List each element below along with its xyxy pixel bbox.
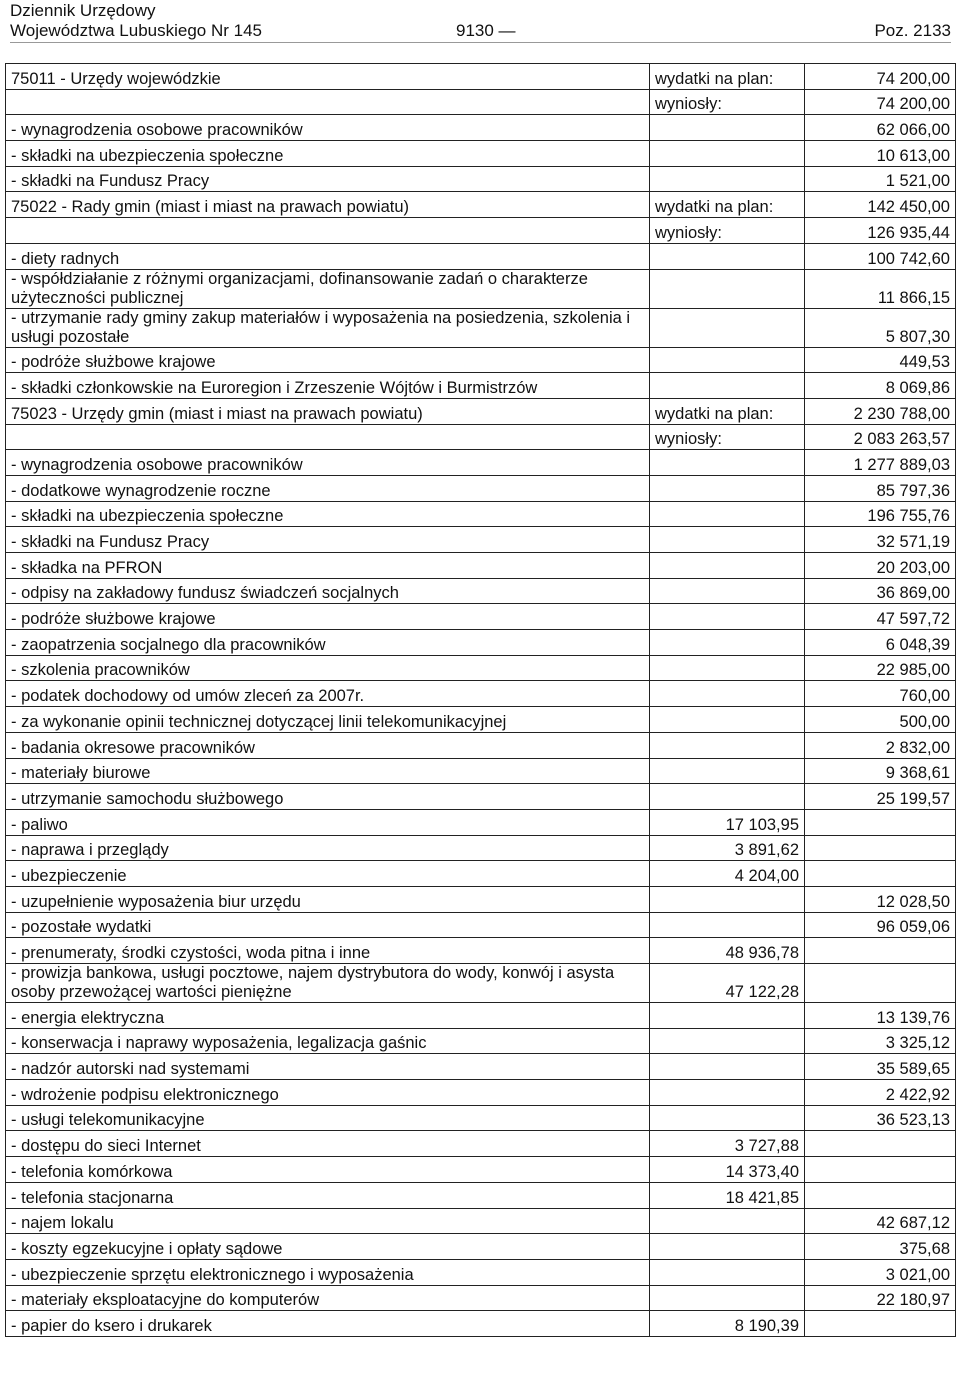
table-row: [6, 1080, 956, 1106]
expense-description: - składki na ubezpieczenia społeczne: [6, 501, 650, 527]
expense-amount: 3 325,12: [805, 1028, 956, 1054]
plan-amount: 126 935,44: [805, 218, 956, 244]
sub-amount: 18 421,85: [650, 1182, 805, 1208]
expense-amount: 449,53: [805, 347, 956, 373]
expense-description: - paliwo: [6, 809, 650, 835]
sub-amount: 3 891,62: [650, 835, 805, 861]
section-row: [6, 89, 956, 115]
section-row: [6, 424, 956, 450]
expense-description: - nadzór autorski nad systemami: [6, 1054, 650, 1080]
table-row: [6, 1259, 956, 1285]
sub-amount: [650, 604, 805, 630]
expense-description: - diety radnych: [6, 243, 650, 269]
expense-amount: 22 180,97: [805, 1285, 956, 1311]
section-title: [6, 218, 650, 244]
sub-amount: [650, 166, 805, 192]
expense-amount: [805, 1157, 956, 1183]
plan-label: wyniosły:: [650, 89, 805, 115]
plan-label: wydatki na plan:: [650, 398, 805, 424]
table-row: [6, 1105, 956, 1131]
table-row: [6, 784, 956, 810]
table-row: [6, 501, 956, 527]
expense-amount: 2 832,00: [805, 732, 956, 758]
sub-amount: [650, 758, 805, 784]
section-row: [6, 218, 956, 244]
table-row: [6, 707, 956, 733]
table-row: [6, 166, 956, 192]
expense-amount: 85 797,36: [805, 475, 956, 501]
expense-description: - wynagrodzenia osobowe pracowników: [6, 450, 650, 476]
expense-amount: 22 985,00: [805, 655, 956, 681]
sub-amount: [650, 1003, 805, 1029]
section-title: 75011 - Urzędy wojewódzkie: [6, 64, 650, 90]
expense-amount: 42 687,12: [805, 1208, 956, 1234]
plan-label: wydatki na plan:: [650, 192, 805, 218]
sub-amount: [650, 655, 805, 681]
expense-description: - wdrożenie podpisu elektronicznego: [6, 1080, 650, 1106]
expense-amount: 47 597,72: [805, 604, 956, 630]
table-row: [6, 655, 956, 681]
sub-amount: [650, 1080, 805, 1106]
sub-amount: 4 204,00: [650, 861, 805, 887]
expense-amount: 9 368,61: [805, 758, 956, 784]
table-row: [6, 1285, 956, 1311]
expense-description: - uzupełnienie wyposażenia biur urzędu: [6, 886, 650, 912]
expense-description: - podatek dochodowy od umów zleceń za 2007r.: [6, 681, 650, 707]
expense-description: - za wykonanie opinii technicznej dotyczącej linii telekomunikacyjnej: [6, 707, 650, 733]
table-row: [6, 450, 956, 476]
section-title: 75023 - Urzędy gmin (miast i miast na prawach powiatu): [6, 398, 650, 424]
budget-table-body: [6, 64, 956, 1337]
expense-amount: [805, 1131, 956, 1157]
table-row: [6, 475, 956, 501]
expense-amount: [805, 809, 956, 835]
expense-description: - szkolenia pracowników: [6, 655, 650, 681]
expense-description: - ubezpieczenie: [6, 861, 650, 887]
table-row: [6, 553, 956, 579]
journal-title: Dziennik Urzędowy: [10, 1, 156, 20]
expense-amount: 1 277 889,03: [805, 450, 956, 476]
sub-amount: [650, 1208, 805, 1234]
sub-amount: 8 190,39: [650, 1311, 805, 1337]
table-row: [6, 835, 956, 861]
plan-label: wydatki na plan:: [650, 64, 805, 90]
expense-description: - usługi telekomunikacyjne: [6, 1105, 650, 1131]
expense-description: - odpisy na zakładowy fundusz świadczeń socjalnych: [6, 578, 650, 604]
table-row: [6, 938, 956, 964]
expense-amount: [805, 964, 956, 1003]
expense-description: - energia elektryczna: [6, 1003, 650, 1029]
expense-amount: 11 866,15: [805, 269, 956, 308]
sub-amount: [650, 1028, 805, 1054]
expense-description: - składki na ubezpieczenia społeczne: [6, 141, 650, 167]
sub-amount: [650, 347, 805, 373]
expense-description: - współdziałanie z różnymi organizacjami, dofinansowanie zadań o charakterze użyteczności publicznej: [6, 269, 650, 308]
sub-amount: [650, 553, 805, 579]
expense-amount: [805, 861, 956, 887]
sub-amount: [650, 115, 805, 141]
plan-amount: 74 200,00: [805, 64, 956, 90]
expense-amount: [805, 1311, 956, 1337]
table-row: [6, 1311, 956, 1337]
plan-amount: 2 083 263,57: [805, 424, 956, 450]
expense-amount: 32 571,19: [805, 527, 956, 553]
expense-amount: 35 589,65: [805, 1054, 956, 1080]
sub-amount: [650, 141, 805, 167]
table-row: [6, 1003, 956, 1029]
expense-amount: 1 521,00: [805, 166, 956, 192]
expense-description: - podróże służbowe krajowe: [6, 347, 650, 373]
expense-description: - wynagrodzenia osobowe pracowników: [6, 115, 650, 141]
expense-amount: 3 021,00: [805, 1259, 956, 1285]
expense-description: - konserwacja i naprawy wyposażenia, legalizacja gaśnic: [6, 1028, 650, 1054]
table-row: [6, 1054, 956, 1080]
expense-amount: 760,00: [805, 681, 956, 707]
section-row: [6, 64, 956, 90]
table-row: [6, 861, 956, 887]
table-row: [6, 1028, 956, 1054]
expense-amount: 20 203,00: [805, 553, 956, 579]
expense-amount: 10 613,00: [805, 141, 956, 167]
expense-description: - najem lokalu: [6, 1208, 650, 1234]
table-row: [6, 1157, 956, 1183]
sub-amount: [650, 578, 805, 604]
expense-description: - utrzymanie samochodu służbowego: [6, 784, 650, 810]
expense-description: - podróże służbowe krajowe: [6, 604, 650, 630]
expense-amount: 5 807,30: [805, 308, 956, 347]
table-row: [6, 809, 956, 835]
table-row: [6, 141, 956, 167]
expense-description: - prenumeraty, środki czystości, woda pitna i inne: [6, 938, 650, 964]
expense-description: - składki na Fundusz Pracy: [6, 527, 650, 553]
expense-amount: 96 059,06: [805, 912, 956, 938]
expense-description: - ubezpieczenie sprzętu elektronicznego i wyposażenia: [6, 1259, 650, 1285]
table-row: [6, 527, 956, 553]
expense-description: - dostępu do sieci Internet: [6, 1131, 650, 1157]
sub-amount: [650, 450, 805, 476]
budget-table: [5, 63, 956, 1337]
expense-description: - papier do ksero i drukarek: [6, 1311, 650, 1337]
table-row: [6, 604, 956, 630]
expense-description: - badania okresowe pracowników: [6, 732, 650, 758]
section-row: [6, 192, 956, 218]
plan-label: wyniosły:: [650, 218, 805, 244]
section-title: 75022 - Rady gmin (miast i miast na prawach powiatu): [6, 192, 650, 218]
page-number: 9130 —: [456, 21, 516, 40]
plan-label: wyniosły:: [650, 424, 805, 450]
expense-description: - naprawa i przeglądy: [6, 835, 650, 861]
expense-description: - prowizja bankowa, usługi pocztowe, najem dystrybutora do wody, konwój i asysta osoby przewożącej wartości pieniężne: [6, 964, 650, 1003]
table-row: [6, 732, 956, 758]
expense-amount: [805, 835, 956, 861]
table-row: [6, 912, 956, 938]
plan-amount: 74 200,00: [805, 89, 956, 115]
table-row: [6, 886, 956, 912]
table-row: [6, 758, 956, 784]
table-row: [6, 347, 956, 373]
expense-amount: 36 523,13: [805, 1105, 956, 1131]
expense-amount: 6 048,39: [805, 630, 956, 656]
sub-amount: [650, 707, 805, 733]
expense-description: - składki członkowskie na Euroregion i Zrzeszenie Wójtów i Burmistrzów: [6, 373, 650, 399]
sub-amount: [650, 308, 805, 347]
sub-amount: [650, 1234, 805, 1260]
sub-amount: [650, 243, 805, 269]
table-row: [6, 630, 956, 656]
expense-amount: 196 755,76: [805, 501, 956, 527]
expense-amount: 375,68: [805, 1234, 956, 1260]
journal-issue: Województwa Lubuskiego Nr 145: [10, 21, 262, 40]
sub-amount: 3 727,88: [650, 1131, 805, 1157]
section-title: [6, 424, 650, 450]
sub-amount: [650, 912, 805, 938]
expense-amount: 62 066,00: [805, 115, 956, 141]
sub-amount: [650, 269, 805, 308]
sub-amount: [650, 501, 805, 527]
plan-amount: 142 450,00: [805, 192, 956, 218]
section-row: [6, 398, 956, 424]
sub-amount: [650, 527, 805, 553]
table-row: [6, 1131, 956, 1157]
expense-description: - koszty egzekucyjne i opłaty sądowe: [6, 1234, 650, 1260]
plan-amount: 2 230 788,00: [805, 398, 956, 424]
table-row: [6, 578, 956, 604]
table-row: [6, 115, 956, 141]
sub-amount: [650, 373, 805, 399]
expense-amount: 100 742,60: [805, 243, 956, 269]
expense-amount: 13 139,76: [805, 1003, 956, 1029]
section-title: [6, 89, 650, 115]
sub-amount: [650, 732, 805, 758]
sub-amount: 47 122,28: [650, 964, 805, 1003]
position-number: Poz. 2133: [874, 21, 951, 40]
expense-amount: 36 869,00: [805, 578, 956, 604]
sub-amount: 48 936,78: [650, 938, 805, 964]
sub-amount: [650, 1105, 805, 1131]
expense-description: - telefonia stacjonarna: [6, 1182, 650, 1208]
table-row: [6, 243, 956, 269]
table-row: [6, 1182, 956, 1208]
expense-amount: [805, 1182, 956, 1208]
expense-description: - materiały biurowe: [6, 758, 650, 784]
header-divider: [10, 42, 951, 43]
sub-amount: 17 103,95: [650, 809, 805, 835]
expense-description: - materiały eksploatacyjne do komputerów: [6, 1285, 650, 1311]
expense-amount: 8 069,86: [805, 373, 956, 399]
expense-description: - dodatkowe wynagrodzenie roczne: [6, 475, 650, 501]
expense-description: - telefonia komórkowa: [6, 1157, 650, 1183]
table-row: [6, 373, 956, 399]
page-header: [0, 0, 960, 44]
sub-amount: [650, 1285, 805, 1311]
sub-amount: [650, 1259, 805, 1285]
expense-description: - składki na Fundusz Pracy: [6, 166, 650, 192]
table-row: [6, 308, 956, 347]
sub-amount: [650, 475, 805, 501]
table-row: [6, 1234, 956, 1260]
table-row: [6, 1208, 956, 1234]
sub-amount: [650, 886, 805, 912]
expense-amount: 500,00: [805, 707, 956, 733]
table-row: [6, 964, 956, 1003]
sub-amount: [650, 681, 805, 707]
expense-description: - utrzymanie rady gminy zakup materiałów i wyposażenia na posiedzenia, szkolenia i usługi pozostałe: [6, 308, 650, 347]
sub-amount: [650, 1054, 805, 1080]
sub-amount: [650, 784, 805, 810]
expense-amount: 25 199,57: [805, 784, 956, 810]
expense-amount: [805, 938, 956, 964]
expense-amount: 2 422,92: [805, 1080, 956, 1106]
sub-amount: [650, 630, 805, 656]
expense-description: - pozostałe wydatki: [6, 912, 650, 938]
table-row: [6, 681, 956, 707]
expense-description: - zaopatrzenia socjalnego dla pracowników: [6, 630, 650, 656]
expense-amount: 12 028,50: [805, 886, 956, 912]
table-row: [6, 269, 956, 308]
expense-description: - składka na PFRON: [6, 553, 650, 579]
sub-amount: 14 373,40: [650, 1157, 805, 1183]
